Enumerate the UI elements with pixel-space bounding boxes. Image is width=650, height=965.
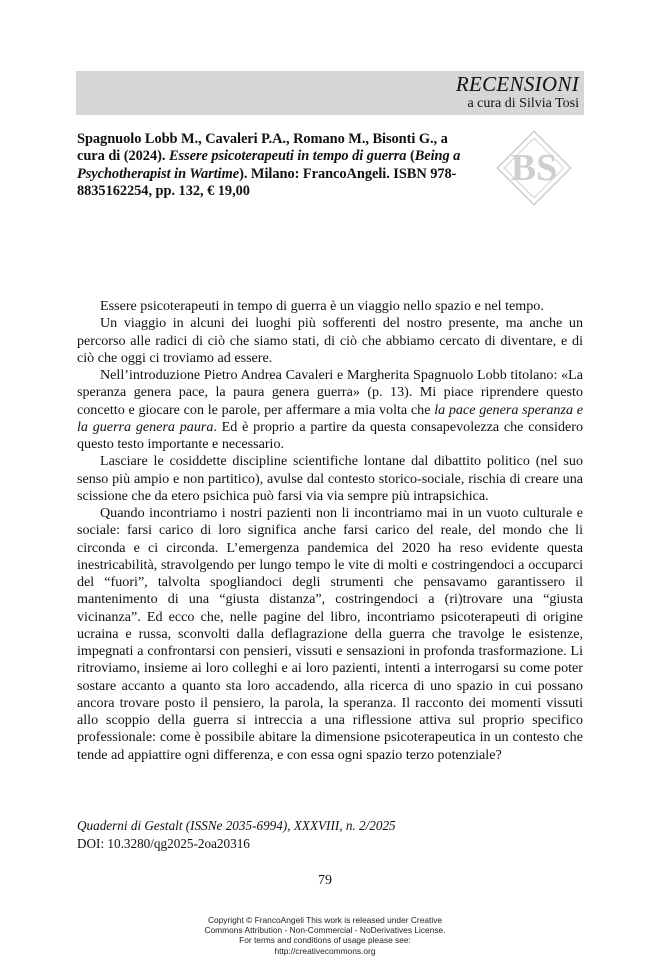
paragraph: Lasciare le cosiddette discipline scientifiche lontane dal dibattito politico (nel suo senso più ampio e non partitico), avulse dal contesto storico-sociale, rischia di creare una scissione che da etero psichica può farsi via via sempre più intrapsichica. [77,453,583,504]
paragraph: Un viaggio in alcuni dei luoghi più sofferenti del nostro presente, ma anche un percorso alle radici di ciò che siamo stati, di ciò che abbiamo cercato di diventare, e di ciò che oggi ci troviamo ad essere. [77,315,583,366]
citation-publisher-isbn: ). Milano: FrancoAngeli. ISBN 978-8835162254, pp. 132, € 19,00 [77,165,457,200]
paragraph: Nell’introduzione Pietro Andrea Cavaleri e Margherita Spagnuolo Lobb titolano: «La speranza genera pace, la paura genera guerra» (p. 13). Mi piace riprendere questo concetto e giocare con le parole, per affermare a mia volta che la pace genera speranza e la guerra genera paura. Ed è proprio a partire da questa consapevolezza che considero questo testo importante e necessario. [77,367,583,452]
citation-title-italian: Essere psicoterapeuti in tempo di guerra [168,148,407,165]
section-editor: a cura di Silvia Tosi [467,96,579,111]
license-line: Commons Attribution - Non-Commercial - NoDerivatives License. [204,925,446,936]
license-link[interactable]: http://creativecommons.org [274,945,376,956]
page-number: 79 [318,873,332,888]
journal-monogram-watermark-icon [494,128,574,208]
book-citation [77,131,477,201]
doi-line: DOI: 10.3280/qg2025-2oa20316 [77,836,250,851]
citation-title-english: Being a Psychotherapist in Wartime [77,148,461,182]
section-header [76,71,584,115]
section-title: RECENSIONI [455,72,579,96]
license-notice [0,915,650,956]
italic-phrase: la pace genera speranza e la guerra genera paura [77,401,583,435]
license-line: Copyright © FrancoAngeli This work is released under Creative [207,915,443,925]
citation-paren: ( [406,148,415,165]
paragraph: Essere psicoterapeuti in tempo di guerra è un viaggio nello spazio e nel tempo. [100,298,544,314]
paragraph: Quando incontriamo i nostri pazienti non li incontriamo mai in un vuoto culturale e sociale: farsi carico di loro significa anche farsi carico del reale, del mondo che li circonda e ci circonda. L’emergenza pandemica del 2020 ha reso evidente questa inestricabilità, stravolgendo per lungo tempo le vite di molti e costringendoci a occuparci del “fuori”, talvolta spogliandoci degli strumenti che pensavamo garantissero il mantenimento di una “giusta distanza”, costringendoci a (ri)trovare una “giusta vicinanza”. Ed ecco che, nelle pagine del libro, incontriamo psicoterapeuti di origine ucraina e russa, sconvolti dalla deflagrazione della guerra che travolge le esistenze, impegnati a confrontarsi con pensieri, vissuti e sensazioni in profonda trasformazione. Li ritroviamo, insieme ai loro colleghi e ai loro pazienti, intenti a interrogarsi su come poter sostare accanto a quanto sta loro accadendo, alla ricerca di uno spazio in cui possano ancora trovare posto il pensiero, la parola, la speranza. Il racconto dei momenti vissuti allo scoppio della guerra si intreccia a una riflessione attiva sul proprio specifico professionale: come è possibile abitare la dimensione psicoterapeutica in un contesto che tende ad appiattire ogni differenza, e con essa ogni spazio terzo potenziale? [77,505,583,763]
review-body [77,298,583,764]
citation-authors: Spagnuolo Lobb M., Cavaleri P.A., Romano M., Bisonti G., a cura di (2024). [77,131,448,165]
license-line: For terms and conditions of usage please see: [239,935,411,946]
monogram-letters: BS [510,147,558,189]
journal-reference: Quaderni di Gestalt (ISSNe 2035-6994), XXXVIII, n. 2/2025 [77,818,396,833]
